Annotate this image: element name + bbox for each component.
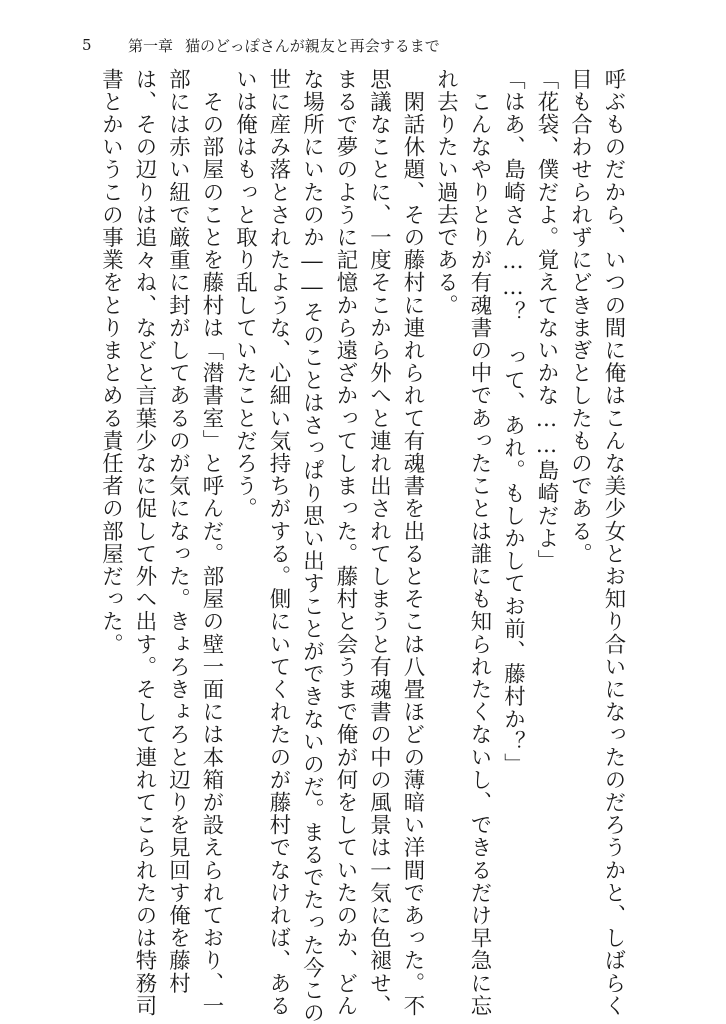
text-line: は、その辺りは追々ね、などと言葉少なに促して外へ出す。そして連れてこられたのは特務司 <box>132 68 157 1018</box>
text-line: 部には赤い紐で厳重に封がしてあるのが気になった。きょろきょろと辺りを見回す俺を藤村 <box>165 68 191 995</box>
text-line: 世に産み落とされたような、心細い気持ちがする。側にいてくれたのが藤村でなければ、ある <box>266 68 291 1018</box>
chapter-title: 猫のどっぽさんが親友と再会するまで <box>185 36 440 55</box>
chapter-label: 第一章 <box>128 36 174 55</box>
text-line: 思議なことに、一度そこから外へと連れ出されてしまうと有魂書の中の風景は一気に色褪せ、 <box>366 68 392 1018</box>
text-line: 「はあ、島崎さん……？ って、あれ。もしかしてお前、藤村か？」 <box>500 68 526 776</box>
text-line: 目も合わせられずにどきまぎとしたものである。 <box>567 68 593 566</box>
text-line: 「花袋、僕だよ。覚えてないかな……島崎だよ」 <box>534 68 559 573</box>
text-line: な場所にいたのか――そのことはさっぱり思い出すことができないのだ。まるでたった今この <box>299 68 325 1024</box>
vertical-body-text <box>94 68 630 1024</box>
text-line: 書とかいうこの事業をとりまとめる責任者の部屋だった。 <box>98 68 124 656</box>
page-number: 5 <box>82 36 92 54</box>
running-header <box>82 34 440 56</box>
text-line: こんなやりとりが有魂書の中であったことは誰にも知られたくないし、できるだけ早急に忘 <box>467 68 492 1018</box>
text-line: 閑話休題、その藤村に連れられて有魂書を出るとそこは八畳ほどの薄暗い洋間であった。不 <box>400 68 425 1018</box>
text-line: いは俺はもっと取り乱していたことだろう。 <box>232 68 258 520</box>
text-line: れ去りたい過去である。 <box>433 68 459 317</box>
text-line: その部屋のことを藤村は「潜書室」と呼んだ。部屋の壁一面には本箱が設えられており、一 <box>199 68 224 1018</box>
text-line: 呼ぶものだから、いつの間に俺はこんな美少女とお知り合いになったのだろうかと、しばらく <box>601 68 626 1018</box>
text-line: まるで夢のように記憶から遠ざかってしまった。藤村と会うまで俺が何をしていたのか、どん <box>333 68 358 1018</box>
